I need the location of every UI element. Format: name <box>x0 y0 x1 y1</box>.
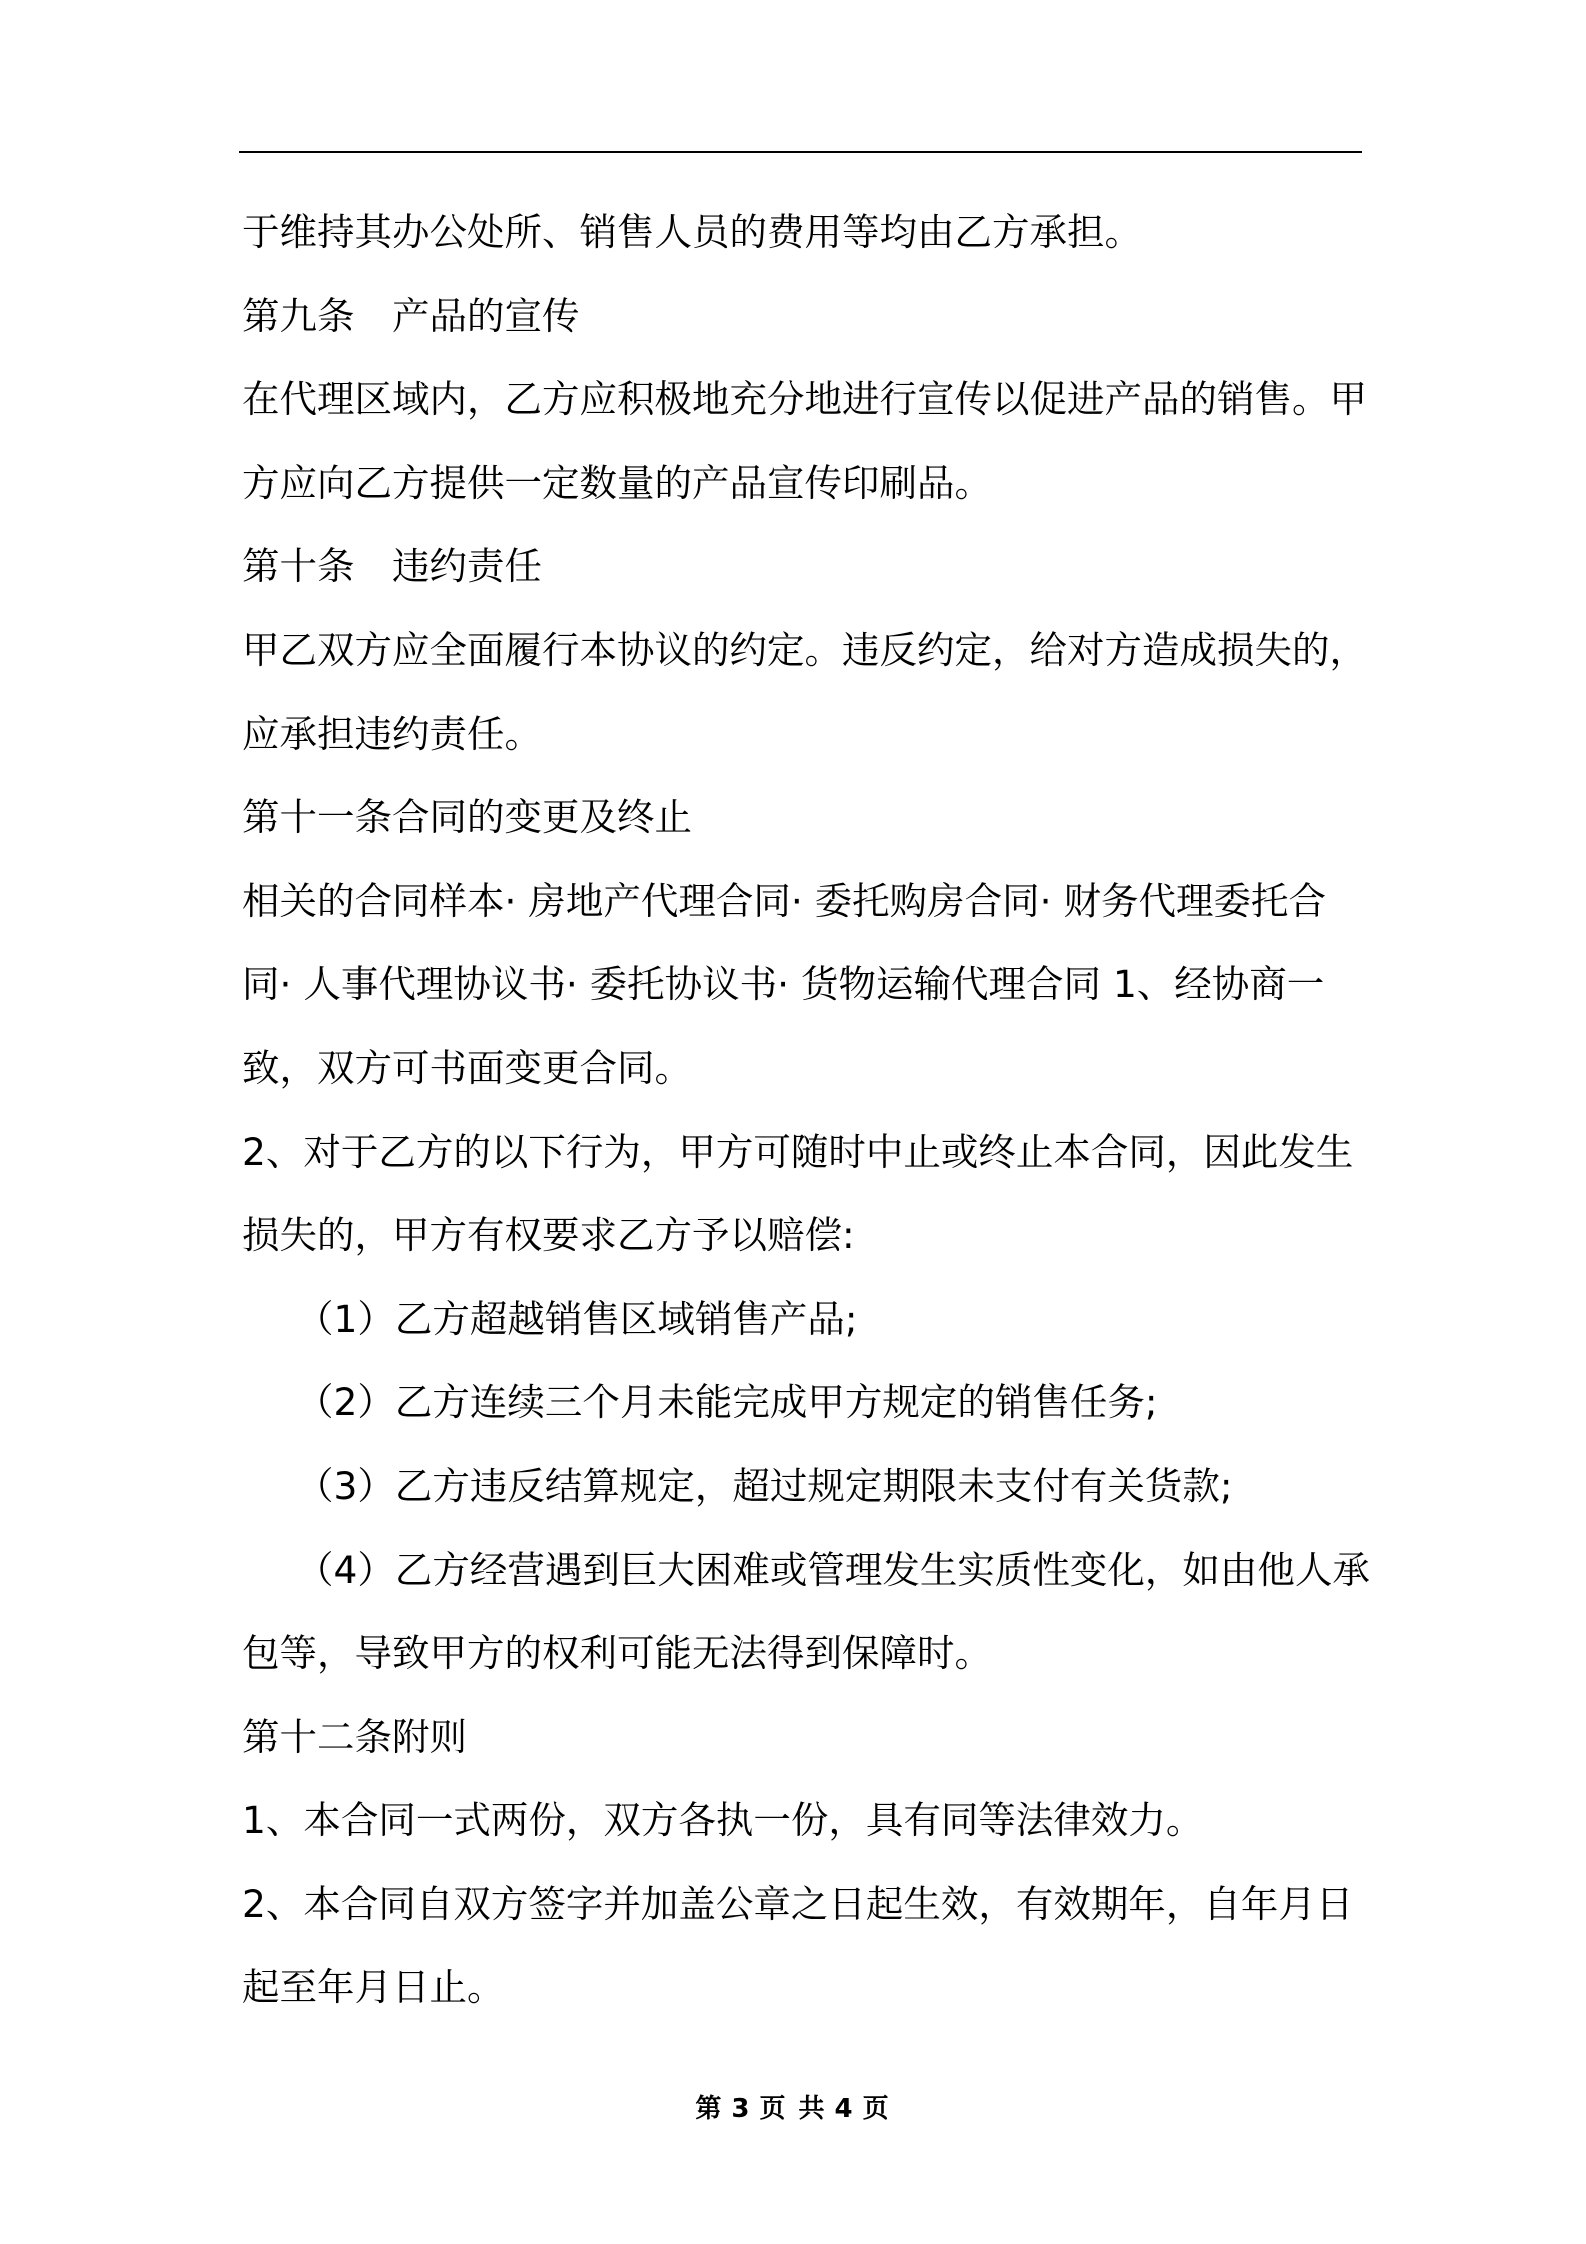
text-line: 相关的合同样本· 房地产代理合同· 委托购房合同· 财务代理委托合 <box>242 878 1327 923</box>
section-heading-9: 第九条 产品的宣传 <box>242 293 580 338</box>
list-item: （1）乙方超越销售区域销售产品; <box>296 1296 858 1341</box>
document-body <box>242 197 1370 2036</box>
text-line: 1、本合同一式两份，双方各执一份，具有同等法律效力。 <box>242 1798 1204 1843</box>
text-line: 损失的，甲方有权要求乙方予以赔偿: <box>242 1213 855 1258</box>
text-line: 包等，导致甲方的权利可能无法得到保障时。 <box>242 1631 992 1676</box>
text-line: 致，双方可书面变更合同。 <box>242 1045 692 1090</box>
list-item: （4）乙方经营遇到巨大困难或管理发生实质性变化，如由他人承 <box>296 1547 1370 1592</box>
footer-prefix: 第 <box>695 2094 724 2124</box>
header-rule <box>239 151 1362 153</box>
text-line: 于维持其办公处所、销售人员的费用等均由乙方承担。 <box>242 210 1142 254</box>
text-line: 2、对于乙方的以下行为，甲方可随时中止或终止本合同，因此发生 <box>242 1129 1354 1174</box>
section-heading-11: 第十一条合同的变更及终止 <box>242 795 692 840</box>
list-item: （3）乙方违反结算规定，超过规定期限未支付有关货款; <box>296 1463 1233 1508</box>
footer-suffix: 页 <box>862 2094 891 2124</box>
text-line: 甲乙双方应全面履行本协议的约定。违反约定，给对方造成损失的， <box>242 627 1367 672</box>
text-line: 2、本合同自双方签字并加盖公章之日起生效，有效期年，自年月日 <box>242 1881 1354 1926</box>
text-line: 在代理区域内，乙方应积极地充分地进行宣传以促进产品的销售。甲 <box>242 377 1367 422</box>
text-line: 应承担违约责任。 <box>242 711 542 756</box>
current-page-number: 3 <box>731 2094 752 2124</box>
footer-middle: 页 共 <box>759 2094 827 2124</box>
section-heading-10: 第十条 违约责任 <box>242 544 542 589</box>
text-line: 起至年月日止。 <box>242 1965 505 2010</box>
text-line: 同· 人事代理协议书· 委托协议书· 货物运输代理合同 1、经协商一 <box>242 962 1325 1007</box>
list-item: （2）乙方连续三个月未能完成甲方规定的销售任务; <box>296 1380 1158 1425</box>
text-line: 方应向乙方提供一定数量的产品宣传印刷品。 <box>242 460 992 505</box>
section-heading-12: 第十二条附则 <box>242 1714 467 1759</box>
page-footer <box>0 2088 1586 2125</box>
total-page-number: 4 <box>834 2094 855 2124</box>
